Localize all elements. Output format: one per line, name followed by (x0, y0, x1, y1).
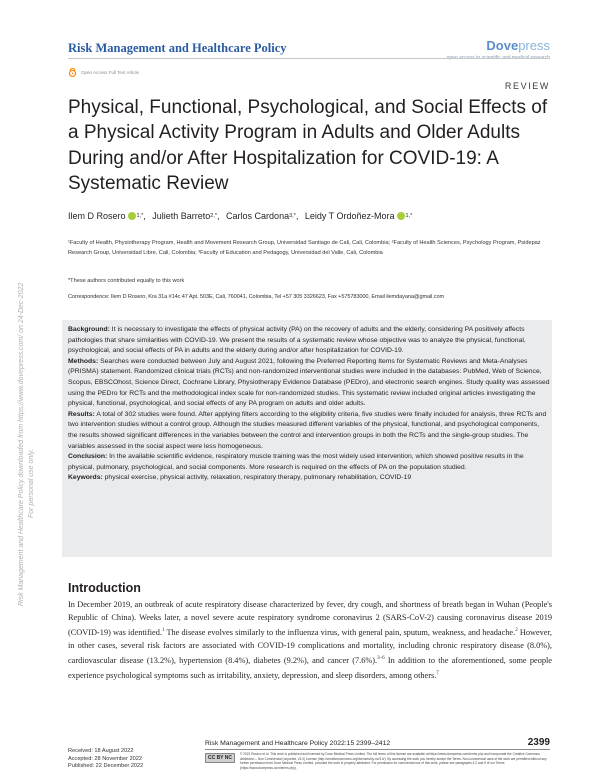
author-affiliation-marker: 1,* (136, 213, 144, 219)
introduction-heading: Introduction (68, 581, 141, 595)
citation-link[interactable]: 1 (161, 628, 165, 634)
abstract-background-label: Background: (68, 326, 110, 333)
correspondence: Correspondence: Ilem D Rosero, Kra 31a #14c 47 Apt. 503E, Cali, 760041, Colombia, Tel +57 305 3326623, Fax +575783000, Email ilemdayana@gmail.com (68, 294, 445, 300)
open-access-badge (68, 68, 139, 77)
author-name[interactable]: Carlos Cardona (226, 211, 290, 221)
publisher-name-thin: press (518, 38, 550, 53)
abstract-results-label: Results: (68, 410, 95, 418)
orcid-icon[interactable] (397, 212, 405, 220)
author-name[interactable]: Leidy T Ordoñez-Mora (304, 211, 395, 221)
abstract-methods-label: Methods: (68, 357, 99, 365)
intro-text-4: In addition to the aforementioned, some people experience psychological symptoms such as irritability, anxiety, depression, and sleep disorders, among others. (68, 655, 552, 680)
published-date: Published: 22 December 2022 (68, 763, 144, 769)
affiliations: ¹Faculty of Health, Physiotherapy Program, Health and Movement Research Group, Universidad Santiago de Cali, Cali, Colombia; ²Faculty of Health Sciences, Psychology Program, Psidepaz Research Group, Universidad Libre, Cali, Colombia; ³Faculty of Education and Pedagogy, Universidad del Valle, Cali, Colombia (68, 240, 541, 256)
watermark-line-1: Risk Management and Healthcare Policy downloaded from https://www.dovepress.com/ on 24-Dec-2022 (18, 282, 25, 606)
intro-text-3: However, in other cases, several risk factors are associated with COVID-19 complications and mortality, including chronic respiratory disease (8.0%), cardiovascular disease (13.2%), hypertension (8.4%), diabetes (9.2%), and cancer (7.6%). (68, 627, 552, 665)
page-number: 2399 (527, 737, 550, 748)
abstract-background-text: It is necessary to investigate the effects of physical activity (PA) on the recovery of adults and the elderly, considering PA positively affects pathologies that share similarities with COVID-19. We present the results of a systematic review whose objective was to analyze the physical, functional, psychological, and social effects of PA in adults and the elderly during and/or after hospitalization for COVID-19. (68, 326, 526, 355)
download-watermark (8, 150, 38, 610)
intro-text-2: The disease evolves similarly to the influenza virus, with general pain, sputum, weakness, and headache. (164, 627, 516, 637)
footer-divider (205, 749, 550, 750)
author-affiliation-marker: 1,* (405, 213, 413, 219)
article-title: Physical, Functional, Psychological, and Social Effects of a Physical Activity Program in Adults and Older Adults During and/or After Hospitalization for COVID-19: A Systematic Review (68, 97, 548, 194)
abstract-conclusion-text: In the available scientific evidence, respiratory muscle training was the most widely used intervention, which showed positive results in the physical, pulmonary, psychological, and social components. More research is required on the effects of PA on the population studied. (68, 453, 524, 471)
orcid-icon[interactable] (128, 212, 136, 220)
license-text: © 2022 Rosero et al. This work is published and licensed by Dove Medical Press Limited. The full terms of this license are available at https://www.dovepress.com/terms.php and incorporate the Creative Commons Attribution – Non Commercial (unported, v3.0) License (http://creativecommons.org/licenses/by-nc/3.0/). By accessing the work you hereby accept the Terms. Non-commercial uses of the work are permitted without any further permission from Dove Medical Press Limited, provided the work is properly attributed. For permission for commercial use of this work, please see paragraphs 4.2 and 5 of our Terms (https://www.dovepress.com/terms.php). (240, 752, 547, 770)
author-list: Ilem D Rosero 1,* , Julieth Barreto 2,* , Carlos Cardona 3,* , Leidy T Ordoñez-Mora 1,* (68, 211, 413, 221)
watermark-line-2: For personal use only. (28, 449, 35, 518)
keywords-label: Keywords: (68, 474, 103, 482)
citation-link[interactable]: 2 (515, 628, 518, 634)
footer-citation[interactable]: Risk Management and Healthcare Policy 2022:15 2399–2412 (205, 740, 391, 747)
cc-badge-label: CC BY NC (207, 755, 233, 761)
abstract-conclusion-label: Conclusion: (68, 453, 108, 461)
received-date: Received: 18 August 2022 (68, 748, 134, 754)
keywords-text: physical exercise, physical activity, relaxation, respiratory therapy, pulmonary rehabilitation, COVID-19 (102, 474, 412, 482)
abstract-results-text: A total of 302 studies were found. After applying filters according to the eligibility criteria, five studies were finally included for analysis, three RCTs and two intervention studies without a control group. Although the studies measured different variables of the physical, functional, and psychological components, the results showed significant differences in the variables between the control and intervention groups in both the RCTs and the single-group studies. The variables assessed in the social aspect were less homogeneous. (68, 410, 547, 450)
author-affiliation-marker: 2,* (210, 213, 218, 219)
publication-dates (68, 748, 143, 771)
abstract-methods-text: Searches were conducted between July and August 2021, following the Preferred Reporting Items for Systematic Reviews and Meta-Analyses (PRISMA) statement. Randomized clinical trials (RCTs) and non-randomized interventional studies were included in the databases: PubMed, Web of Science, Scopus, EBSCOhost, Science Direct, Cochrane Library, Physiotherapy Evidence Database (PEDro), and electronic search engines. Study quality was assessed using the PEDro for RCTs and the methodological index scale for non-randomized studies. This systematic review included original articles investigating the physical, functional, psychological, and social effects of any PA program on adults and older adults. (68, 357, 550, 408)
article-type: REVIEW (504, 81, 550, 91)
publisher-tagline: open access to scientific and medical research (446, 55, 550, 61)
author-name[interactable]: Ilem D Rosero (68, 211, 126, 221)
abstract (68, 325, 550, 484)
author-name[interactable]: Julieth Barreto (152, 211, 211, 221)
citation-link[interactable]: 3–6 (377, 656, 385, 662)
creative-commons-icon[interactable] (205, 753, 235, 763)
open-access-icon (68, 68, 77, 77)
accepted-date: Accepted: 28 November 2022 (68, 755, 143, 762)
header-divider (68, 58, 550, 59)
open-access-label: Open Access Full Text Article (81, 70, 139, 75)
citation-link[interactable]: 7 (436, 671, 439, 676)
journal-name[interactable]: Risk Management and Healthcare Policy (68, 41, 287, 55)
equal-contribution-note: *These authors contributed equally to this work (68, 278, 185, 284)
introduction-paragraph (68, 598, 552, 682)
publisher-name-bold: Dove (486, 38, 519, 53)
author-affiliation-marker: 3,* (289, 213, 296, 219)
intro-text-1: In December 2019, an outbreak of acute respiratory disease characterized by fever, dry cough, and shortness of breath began in Wuhan (People's Republic of China). Weeks later, a novel severe acute respiratory syndrome coronavirus 2 (SARS-CoV-2) causing coronavirus disease 2019 (COVID-19) was identified. (68, 600, 552, 637)
